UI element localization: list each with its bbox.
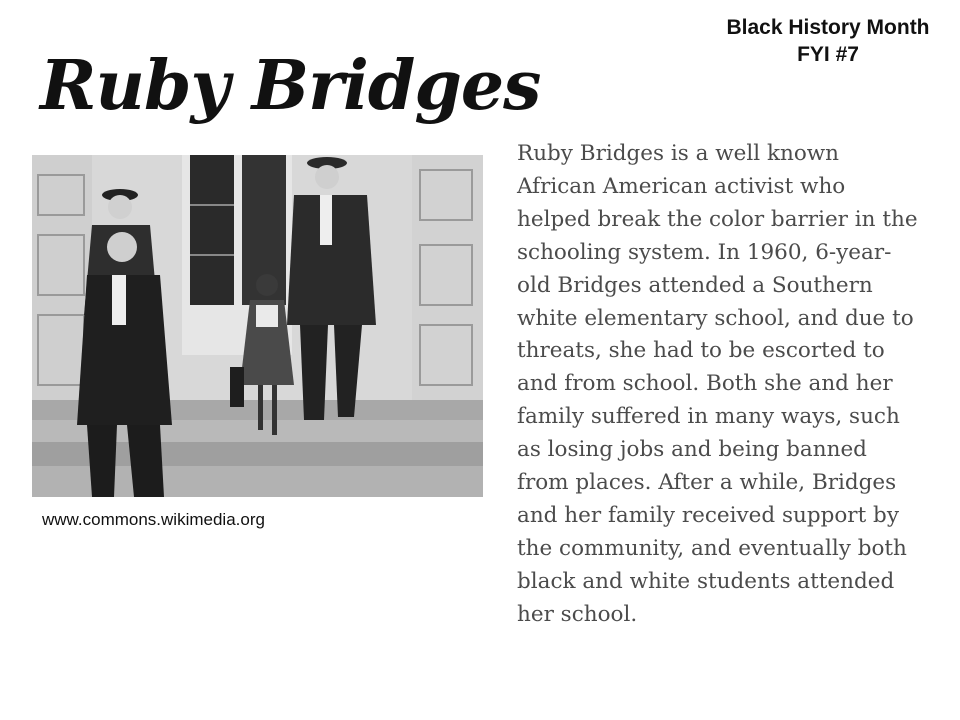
header-line-2: FYI #7 [797,43,859,66]
body-paragraph: Ruby Bridges is a well known African American activist who helped break the color barrier in the schooling system. In 1960, 6-year-old Bridges attended a Southern white elementary school, and due to threats, she had to be escorted to and from school. Both she and her family suffered in many ways, such as losing jobs and being banned from places. After a while, Bridges and her family received support by the community, and eventually both black and white students attended her school. [517,141,918,627]
header-label [708,14,948,68]
header-line-1: Black History Month [726,16,930,39]
photo-credit: www.commons.wikimedia.org [42,510,265,529]
historical-photo [32,155,483,497]
page-title: Ruby Bridges [40,46,541,126]
